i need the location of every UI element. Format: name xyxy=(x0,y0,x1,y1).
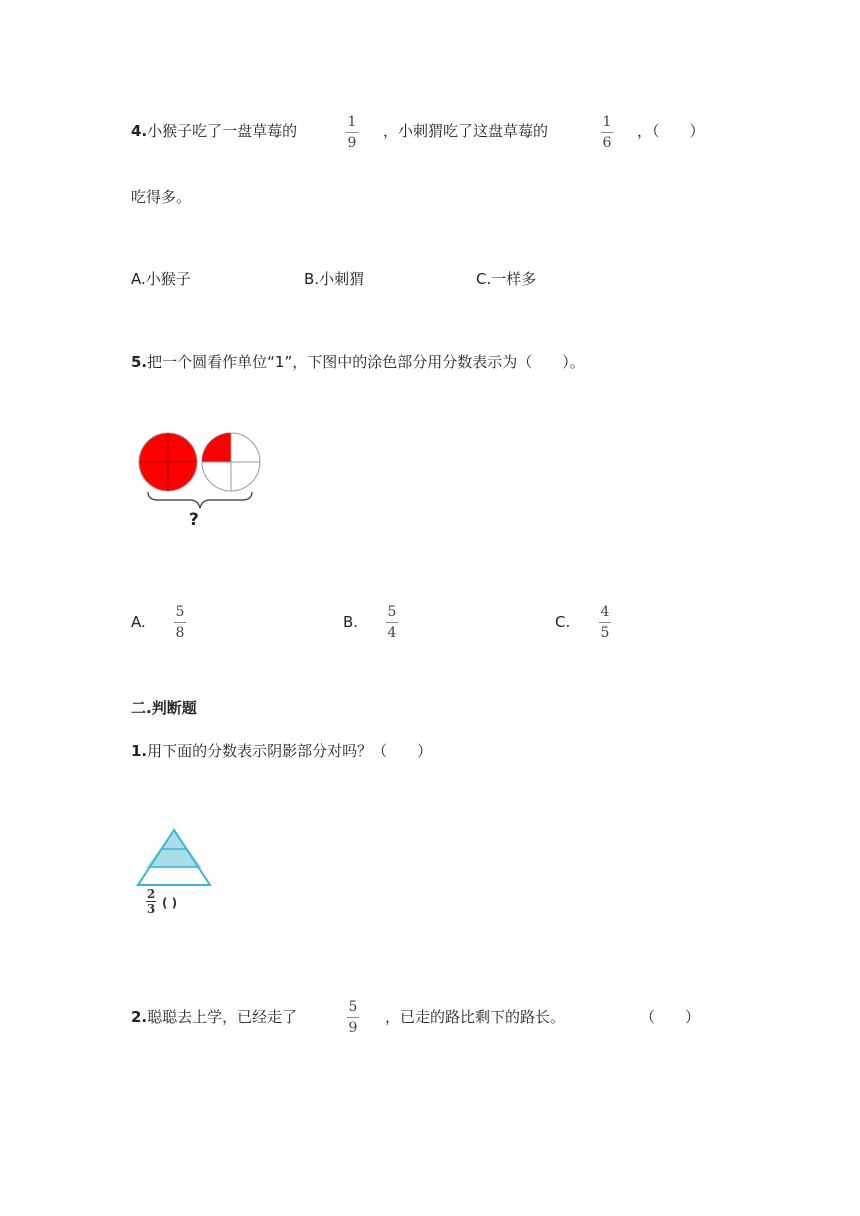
numerator: 1 xyxy=(347,114,357,130)
q4-fraction-1 xyxy=(346,114,358,151)
numerator: 5 xyxy=(348,999,358,1015)
j2-text-a: 聪聪去上学，已经走了 xyxy=(147,1008,298,1026)
option-label: A. xyxy=(131,270,146,288)
q4-number: 4. xyxy=(131,122,148,140)
q5-option-c-label[interactable]: C. xyxy=(555,613,571,631)
shaded-quarter xyxy=(202,433,231,462)
q5-line xyxy=(131,351,585,372)
q4-text-a: 小猴子吃了一盘草莓的 xyxy=(147,122,298,140)
q5-circles-figure xyxy=(134,428,266,534)
denominator: 3 xyxy=(146,902,156,916)
numerator: 1 xyxy=(602,114,612,130)
q5-option-a-fraction xyxy=(174,604,186,641)
j1-figure-fraction xyxy=(146,888,156,915)
numerator: 2 xyxy=(146,887,156,901)
numerator: 4 xyxy=(600,604,610,620)
fraction-bar xyxy=(599,622,611,623)
q4-option-a[interactable] xyxy=(131,268,191,289)
q5-option-b-label[interactable]: B. xyxy=(343,613,359,631)
q4-line1 xyxy=(131,120,297,141)
q4-option-b[interactable] xyxy=(304,268,364,289)
fraction-bar xyxy=(601,132,613,133)
numerator: 5 xyxy=(387,604,397,620)
q5-number: 5. xyxy=(131,353,148,371)
q4-option-c[interactable] xyxy=(476,268,536,289)
denominator: 9 xyxy=(348,1020,358,1036)
fraction-bar xyxy=(174,622,186,623)
option-text: 小刺猬 xyxy=(319,270,365,288)
denominator: 9 xyxy=(347,135,357,151)
q5-text: 把一个圆看作单位“1”，下图中的涂色部分用分数表示为（ ）。 xyxy=(147,353,585,371)
fraction-bar xyxy=(386,622,398,623)
section-title-judgement: 二.判断题 xyxy=(131,699,197,717)
j2-fraction xyxy=(347,999,359,1036)
j1-line xyxy=(131,740,432,761)
option-text: 小猴子 xyxy=(145,270,191,288)
brace xyxy=(148,492,252,508)
q5-option-c-fraction xyxy=(599,604,611,641)
j2-number: 2. xyxy=(131,1008,148,1026)
q5-option-a-label[interactable]: A. xyxy=(131,613,146,631)
denominator: 6 xyxy=(602,135,612,151)
q5-figure-question-mark: ? xyxy=(189,510,199,530)
option-text: 一样多 xyxy=(491,270,537,288)
denominator: 8 xyxy=(175,625,185,641)
option-label: B. xyxy=(304,270,320,288)
q5-option-b-fraction xyxy=(386,604,398,641)
j2-text-b: ，已走的路比剩下的路长。 xyxy=(385,1008,566,1026)
numerator: 5 xyxy=(175,604,185,620)
option-label: C. xyxy=(476,270,492,288)
j2-answer-paren[interactable]: （ ） xyxy=(640,1008,701,1026)
denominator: 5 xyxy=(600,625,610,641)
j1-figure-paren: ( ) xyxy=(162,896,178,910)
q4-fraction-2 xyxy=(601,114,613,151)
q4-text-b: ，小刺猬吃了这盘草莓的 xyxy=(383,122,549,140)
j1-number: 1. xyxy=(131,742,148,760)
j2-line xyxy=(131,1006,297,1027)
triangle-figure xyxy=(136,828,212,888)
j1-text: 用下面的分数表示阴影部分对吗？（ ） xyxy=(147,742,433,760)
q4-text-c: ，（ ） xyxy=(637,122,705,140)
denominator: 4 xyxy=(387,625,397,641)
fraction-bar xyxy=(346,132,358,133)
fraction-bar xyxy=(347,1017,359,1018)
q4-text-d: 吃得多。 xyxy=(131,188,192,206)
